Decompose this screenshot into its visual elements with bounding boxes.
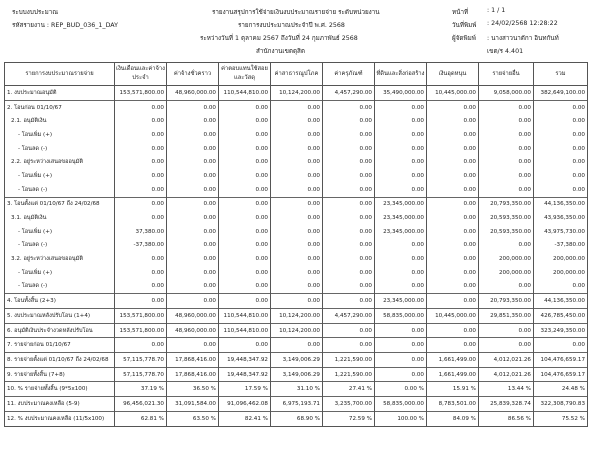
amount-cell: 0.00 bbox=[323, 128, 375, 142]
amount-cell: 0.00 bbox=[167, 211, 219, 225]
amount-cell: 10,124,200.00 bbox=[271, 309, 323, 324]
amount-cell: 0.00 bbox=[375, 169, 427, 183]
amount-cell: 200,000.00 bbox=[534, 252, 588, 266]
amount-cell: 44,136,350.00 bbox=[534, 197, 588, 211]
table-row bbox=[5, 155, 588, 169]
amount-cell: 68.90 % bbox=[271, 411, 323, 426]
amount-cell: -37,380.00 bbox=[115, 239, 167, 253]
amount-cell: 13.44 % bbox=[479, 382, 534, 397]
amount-cell: -37,380.00 bbox=[534, 239, 588, 253]
amount-cell: 0.00 bbox=[167, 128, 219, 142]
amount-cell: 0.00 bbox=[534, 183, 588, 197]
amount-cell: 0.00 bbox=[479, 280, 534, 294]
table-row bbox=[5, 225, 588, 239]
amount-cell: 0.00 bbox=[167, 169, 219, 183]
amount-cell: 0.00 bbox=[427, 114, 479, 128]
amount-cell: 31,091,584.00 bbox=[167, 397, 219, 412]
amount-cell: 0.00 bbox=[479, 100, 534, 114]
amount-cell: 1,661,499.00 bbox=[427, 353, 479, 368]
amount-cell: 100.00 % bbox=[375, 411, 427, 426]
amount-cell: 0.00 bbox=[167, 183, 219, 197]
amount-cell: 0.00 bbox=[115, 266, 167, 280]
row-label: - โอนลด (-) bbox=[5, 183, 115, 197]
amount-cell: 0.00 bbox=[219, 338, 271, 353]
amount-cell: 29,851,350.00 bbox=[479, 309, 534, 324]
amount-cell: 0.00 bbox=[219, 169, 271, 183]
amount-cell: 110,544,810.00 bbox=[219, 86, 271, 101]
amount-cell: 57,115,778.70 bbox=[115, 367, 167, 382]
amount-cell: 0.00 bbox=[115, 252, 167, 266]
printer-name: : นางสาวนาตักา อินทกันท์ bbox=[487, 35, 559, 42]
row-label: 8. รายจ่ายตั้งแต่ 01/10/67 ถึง 24/02/68 bbox=[5, 353, 115, 368]
table-row bbox=[5, 86, 588, 101]
unit-code: เขต/ร 4.401 bbox=[487, 48, 524, 55]
amount-cell: 0.00 bbox=[375, 338, 427, 353]
amount-cell: 10,445,000.00 bbox=[427, 309, 479, 324]
amount-cell: 0.00 bbox=[271, 211, 323, 225]
column-header: รวม bbox=[534, 63, 588, 86]
amount-cell: 35,490,000.00 bbox=[375, 86, 427, 101]
amount-cell: 0.00 bbox=[115, 100, 167, 114]
amount-cell: 0.00 bbox=[534, 114, 588, 128]
amount-cell: 1,661,499.00 bbox=[427, 367, 479, 382]
amount-cell: 0.00 bbox=[167, 338, 219, 353]
amount-cell: 0.00 bbox=[427, 197, 479, 211]
amount-cell: 0.00 bbox=[375, 280, 427, 294]
column-header: ที่ดินและสิ่งก่อสร้าง bbox=[375, 63, 427, 86]
amount-cell: 0.00 bbox=[375, 142, 427, 156]
column-header: เงินอุดหนุน bbox=[427, 63, 479, 86]
amount-cell: 0.00 bbox=[115, 183, 167, 197]
row-label: - โอนเพิ่ม (+) bbox=[5, 225, 115, 239]
amount-cell: 0.00 bbox=[534, 100, 588, 114]
amount-cell: 104,476,659.17 bbox=[534, 367, 588, 382]
amount-cell: 0.00 bbox=[375, 323, 427, 338]
amount-cell: 0.00 % bbox=[375, 382, 427, 397]
amount-cell: 0.00 bbox=[323, 169, 375, 183]
table-row bbox=[5, 411, 588, 426]
printer-label: ผู้จัดพิมพ์ bbox=[452, 35, 476, 42]
amount-cell: 0.00 bbox=[167, 252, 219, 266]
amount-cell: 0.00 bbox=[323, 294, 375, 309]
row-label: 11. งบประมาณคงเหลือ (5-9) bbox=[5, 397, 115, 412]
amount-cell: 86.56 % bbox=[479, 411, 534, 426]
amount-cell: 0.00 bbox=[323, 323, 375, 338]
amount-cell: 62.81 % bbox=[115, 411, 167, 426]
amount-cell: 0.00 bbox=[115, 197, 167, 211]
amount-cell: 0.00 bbox=[271, 183, 323, 197]
amount-cell: 6,975,193.71 bbox=[271, 397, 323, 412]
amount-cell: 0.00 bbox=[271, 128, 323, 142]
table-row bbox=[5, 280, 588, 294]
table-row bbox=[5, 100, 588, 114]
amount-cell: 0.00 bbox=[427, 294, 479, 309]
row-label: - โอนลด (-) bbox=[5, 280, 115, 294]
amount-cell: 0.00 bbox=[534, 280, 588, 294]
amount-cell: 382,649,100.00 bbox=[534, 86, 588, 101]
amount-cell: 0.00 bbox=[167, 280, 219, 294]
amount-cell: 0.00 bbox=[219, 266, 271, 280]
column-header: รายจ่ายอื่น bbox=[479, 63, 534, 86]
amount-cell: 0.00 bbox=[479, 338, 534, 353]
table-row bbox=[5, 266, 588, 280]
amount-cell: 24.48 % bbox=[534, 382, 588, 397]
report-subtitle: รายการงบประมาณประจำปี พ.ศ. 2568 bbox=[238, 22, 345, 29]
column-header: รายการงบประมาณรายจ่าย bbox=[5, 63, 115, 86]
amount-cell: 23,345,000.00 bbox=[375, 211, 427, 225]
amount-cell: 3,149,006.29 bbox=[271, 353, 323, 368]
amount-cell: 0.00 bbox=[167, 239, 219, 253]
amount-cell: 0.00 bbox=[271, 266, 323, 280]
amount-cell: 0.00 bbox=[427, 323, 479, 338]
amount-cell: 0.00 bbox=[115, 114, 167, 128]
table-row bbox=[5, 183, 588, 197]
amount-cell: 0.00 bbox=[271, 169, 323, 183]
table-row bbox=[5, 239, 588, 253]
table-row bbox=[5, 382, 588, 397]
column-header: ค่าตอบแทนใช้สอยและวัสดุ bbox=[219, 63, 271, 86]
amount-cell: 36.50 % bbox=[167, 382, 219, 397]
amount-cell: 0.00 bbox=[323, 252, 375, 266]
amount-cell: 0.00 bbox=[219, 100, 271, 114]
amount-cell: 0.00 bbox=[427, 338, 479, 353]
page-label: หน้าที่ bbox=[452, 9, 469, 16]
amount-cell: 0.00 bbox=[219, 142, 271, 156]
amount-cell: 0.00 bbox=[219, 197, 271, 211]
row-label: - โอนลด (-) bbox=[5, 239, 115, 253]
amount-cell: 0.00 bbox=[479, 128, 534, 142]
table-row bbox=[5, 367, 588, 382]
amount-cell: 110,544,810.00 bbox=[219, 323, 271, 338]
row-label: - โอนเพิ่ม (+) bbox=[5, 169, 115, 183]
amount-cell: 0.00 bbox=[479, 114, 534, 128]
amount-cell: 0.00 bbox=[115, 280, 167, 294]
amount-cell: 0.00 bbox=[323, 155, 375, 169]
row-label: 4. โอนทั้งสิ้น (2+3) bbox=[5, 294, 115, 309]
amount-cell: 0.00 bbox=[115, 169, 167, 183]
report-code: รหัสรายงาน : REP_BUD_036_1_DAY bbox=[12, 22, 118, 29]
amount-cell: 0.00 bbox=[271, 155, 323, 169]
amount-cell: 0.00 bbox=[219, 280, 271, 294]
amount-cell: 48,960,000.00 bbox=[167, 86, 219, 101]
amount-cell: 0.00 bbox=[115, 338, 167, 353]
row-label: 3.2. อยู่ระหว่างเสนอขออนุมัติ bbox=[5, 252, 115, 266]
amount-cell: 63.50 % bbox=[167, 411, 219, 426]
amount-cell: 10,124,200.00 bbox=[271, 86, 323, 101]
amount-cell: 0.00 bbox=[115, 294, 167, 309]
amount-cell: 0.00 bbox=[271, 239, 323, 253]
table-body bbox=[5, 86, 588, 427]
amount-cell: 17,868,416.00 bbox=[167, 367, 219, 382]
amount-cell: 4,457,290.00 bbox=[323, 86, 375, 101]
row-label: 6. อนุมัติเงินประจำงวดหลังปรับโอน bbox=[5, 323, 115, 338]
amount-cell: 0.00 bbox=[323, 183, 375, 197]
amount-cell: 0.00 bbox=[534, 338, 588, 353]
amount-cell: 0.00 bbox=[219, 155, 271, 169]
system-name: ระบบงบประมาณ bbox=[12, 9, 59, 16]
amount-cell: 0.00 bbox=[167, 114, 219, 128]
amount-cell: 10,124,200.00 bbox=[271, 323, 323, 338]
amount-cell: 426,785,450.00 bbox=[534, 309, 588, 324]
amount-cell: 0.00 bbox=[271, 280, 323, 294]
amount-cell: 0.00 bbox=[427, 266, 479, 280]
amount-cell: 0.00 bbox=[167, 197, 219, 211]
amount-cell: 82.41 % bbox=[219, 411, 271, 426]
amount-cell: 0.00 bbox=[375, 353, 427, 368]
amount-cell: 23,345,000.00 bbox=[375, 294, 427, 309]
table-row bbox=[5, 397, 588, 412]
amount-cell: 0.00 bbox=[479, 183, 534, 197]
amount-cell: 0.00 bbox=[375, 100, 427, 114]
row-label: 5. งบประมาณหลังปรับโอน (1+4) bbox=[5, 309, 115, 324]
amount-cell: 20,593,350.00 bbox=[479, 211, 534, 225]
amount-cell: 0.00 bbox=[167, 142, 219, 156]
amount-cell: 20,793,350.00 bbox=[479, 294, 534, 309]
amount-cell: 0.00 bbox=[375, 128, 427, 142]
amount-cell: 0.00 bbox=[115, 155, 167, 169]
print-date: : 24/02/2568 12:28:22 bbox=[487, 20, 558, 27]
amount-cell: 23,345,000.00 bbox=[375, 197, 427, 211]
amount-cell: 31.10 % bbox=[271, 382, 323, 397]
amount-cell: 43,936,350.00 bbox=[534, 211, 588, 225]
amount-cell: 0.00 bbox=[167, 155, 219, 169]
amount-cell: 20,593,350.00 bbox=[479, 225, 534, 239]
amount-cell: 0.00 bbox=[115, 142, 167, 156]
amount-cell: 0.00 bbox=[427, 142, 479, 156]
table-row bbox=[5, 169, 588, 183]
amount-cell: 37,380.00 bbox=[115, 225, 167, 239]
amount-cell: 58,835,000.00 bbox=[375, 309, 427, 324]
amount-cell: 0.00 bbox=[375, 239, 427, 253]
row-label: 1. งบประมาณอนุมัติ bbox=[5, 86, 115, 101]
amount-cell: 3,149,006.29 bbox=[271, 367, 323, 382]
amount-cell: 0.00 bbox=[219, 225, 271, 239]
table-row bbox=[5, 309, 588, 324]
table-row bbox=[5, 252, 588, 266]
amount-cell: 91,096,462.08 bbox=[219, 397, 271, 412]
report-title: รายงานสรุปการใช้จ่ายเงินงบประมาณรายจ่าย ระดับหน่วยงาน bbox=[212, 9, 380, 16]
column-header: ค่าสาธารณูปโภค bbox=[271, 63, 323, 86]
amount-cell: 4,012,021.26 bbox=[479, 367, 534, 382]
amount-cell: 0.00 bbox=[375, 114, 427, 128]
amount-cell: 8,783,501.00 bbox=[427, 397, 479, 412]
amount-cell: 57,115,778.70 bbox=[115, 353, 167, 368]
amount-cell: 0.00 bbox=[479, 239, 534, 253]
amount-cell: 4,457,290.00 bbox=[323, 309, 375, 324]
amount-cell: 0.00 bbox=[323, 239, 375, 253]
amount-cell: 0.00 bbox=[219, 183, 271, 197]
row-label: - โอนลด (-) bbox=[5, 142, 115, 156]
amount-cell: 27.41 % bbox=[323, 382, 375, 397]
amount-cell: 0.00 bbox=[427, 239, 479, 253]
amount-cell: 0.00 bbox=[219, 128, 271, 142]
amount-cell: 0.00 bbox=[375, 266, 427, 280]
row-label: 12. % งบประมาณคงเหลือ (11/5x100) bbox=[5, 411, 115, 426]
amount-cell: 23,345,000.00 bbox=[375, 225, 427, 239]
report-period: ระหว่างวันที่ 1 ตุลาคม 2567 ถึงวันที่ 24 กุมภาพันธ์ 2568 bbox=[200, 35, 358, 42]
amount-cell: 15.91 % bbox=[427, 382, 479, 397]
table-row bbox=[5, 338, 588, 353]
amount-cell: 0.00 bbox=[167, 100, 219, 114]
row-label: 10. % รายจ่ายทั้งสิ้น (9*5x100) bbox=[5, 382, 115, 397]
amount-cell: 0.00 bbox=[323, 197, 375, 211]
row-label: 2. โอนก่อน 01/10/67 bbox=[5, 100, 115, 114]
amount-cell: 200,000.00 bbox=[479, 252, 534, 266]
amount-cell: 0.00 bbox=[271, 294, 323, 309]
amount-cell: 153,571,800.00 bbox=[115, 323, 167, 338]
amount-cell: 0.00 bbox=[167, 266, 219, 280]
amount-cell: 0.00 bbox=[219, 114, 271, 128]
amount-cell: 0.00 bbox=[534, 169, 588, 183]
amount-cell: 10,445,000.00 bbox=[427, 86, 479, 101]
row-label: 9. รายจ่ายทั้งสิ้น (7+8) bbox=[5, 367, 115, 382]
amount-cell: 17.59 % bbox=[219, 382, 271, 397]
amount-cell: 0.00 bbox=[534, 142, 588, 156]
row-label: 3. โอนตั้งแต่ 01/10/67 ถึง 24/02/68 bbox=[5, 197, 115, 211]
amount-cell: 96,456,021.30 bbox=[115, 397, 167, 412]
amount-cell: 0.00 bbox=[219, 294, 271, 309]
table-row bbox=[5, 142, 588, 156]
amount-cell: 0.00 bbox=[323, 100, 375, 114]
amount-cell: 0.00 bbox=[479, 323, 534, 338]
report-unit: สำนักงานเขตดุสิต bbox=[256, 48, 305, 55]
column-header: ค่าครุภัณฑ์ bbox=[323, 63, 375, 86]
amount-cell: 9,058,000.00 bbox=[479, 86, 534, 101]
amount-cell: 19,448,347.92 bbox=[219, 353, 271, 368]
print-date-label: วันที่พิมพ์ bbox=[452, 22, 477, 29]
row-label: 2.1. อนุมัติเงิน bbox=[5, 114, 115, 128]
row-label: - โอนเพิ่ม (+) bbox=[5, 128, 115, 142]
amount-cell: 0.00 bbox=[219, 211, 271, 225]
amount-cell: 110,544,810.00 bbox=[219, 309, 271, 324]
amount-cell: 323,249,350.00 bbox=[534, 323, 588, 338]
amount-cell: 0.00 bbox=[427, 280, 479, 294]
amount-cell: 0.00 bbox=[427, 169, 479, 183]
amount-cell: 200,000.00 bbox=[534, 266, 588, 280]
amount-cell: 1,221,590.00 bbox=[323, 367, 375, 382]
amount-cell: 200,000.00 bbox=[479, 266, 534, 280]
amount-cell: 1,221,590.00 bbox=[323, 353, 375, 368]
amount-cell: 0.00 bbox=[323, 114, 375, 128]
table-row bbox=[5, 211, 588, 225]
table-row bbox=[5, 294, 588, 309]
amount-cell: 20,793,350.00 bbox=[479, 197, 534, 211]
amount-cell: 48,960,000.00 bbox=[167, 309, 219, 324]
amount-cell: 75.52 % bbox=[534, 411, 588, 426]
amount-cell: 0.00 bbox=[271, 338, 323, 353]
amount-cell: 0.00 bbox=[479, 169, 534, 183]
amount-cell: 0.00 bbox=[323, 280, 375, 294]
table-row bbox=[5, 353, 588, 368]
amount-cell: 58,835,000.00 bbox=[375, 397, 427, 412]
amount-cell: 0.00 bbox=[115, 128, 167, 142]
amount-cell: 0.00 bbox=[427, 183, 479, 197]
table-header bbox=[5, 63, 588, 86]
row-label: 7. รายจ่ายก่อน 01/10/67 bbox=[5, 338, 115, 353]
amount-cell: 0.00 bbox=[219, 252, 271, 266]
amount-cell: 3,235,700.00 bbox=[323, 397, 375, 412]
amount-cell: 0.00 bbox=[534, 128, 588, 142]
amount-cell: 0.00 bbox=[427, 100, 479, 114]
column-header: ค่าจ้างชั่วคราว bbox=[167, 63, 219, 86]
amount-cell: 48,960,000.00 bbox=[167, 323, 219, 338]
amount-cell: 0.00 bbox=[323, 338, 375, 353]
amount-cell: 0.00 bbox=[115, 211, 167, 225]
amount-cell: 44,136,350.00 bbox=[534, 294, 588, 309]
amount-cell: 4,012,021.26 bbox=[479, 353, 534, 368]
amount-cell: 0.00 bbox=[219, 239, 271, 253]
amount-cell: 322,308,790.83 bbox=[534, 397, 588, 412]
amount-cell: 0.00 bbox=[427, 128, 479, 142]
amount-cell: 0.00 bbox=[375, 367, 427, 382]
amount-cell: 43,975,730.00 bbox=[534, 225, 588, 239]
amount-cell: 0.00 bbox=[534, 155, 588, 169]
amount-cell: 0.00 bbox=[167, 225, 219, 239]
amount-cell: 0.00 bbox=[427, 211, 479, 225]
amount-cell: 84.09 % bbox=[427, 411, 479, 426]
amount-cell: 0.00 bbox=[427, 155, 479, 169]
amount-cell: 0.00 bbox=[375, 155, 427, 169]
amount-cell: 0.00 bbox=[271, 114, 323, 128]
amount-cell: 72.59 % bbox=[323, 411, 375, 426]
amount-cell: 104,476,659.17 bbox=[534, 353, 588, 368]
row-label: - โอนเพิ่ม (+) bbox=[5, 266, 115, 280]
amount-cell: 0.00 bbox=[427, 225, 479, 239]
amount-cell: 0.00 bbox=[323, 266, 375, 280]
amount-cell: 37.19 % bbox=[115, 382, 167, 397]
amount-cell: 25,839,328.74 bbox=[479, 397, 534, 412]
page-number: : 1 / 1 bbox=[487, 7, 506, 14]
amount-cell: 0.00 bbox=[271, 100, 323, 114]
amount-cell: 0.00 bbox=[323, 142, 375, 156]
amount-cell: 0.00 bbox=[427, 252, 479, 266]
amount-cell: 153,571,800.00 bbox=[115, 86, 167, 101]
amount-cell: 0.00 bbox=[323, 211, 375, 225]
table-row bbox=[5, 128, 588, 142]
column-header: เงินเดือนและค่าจ้างประจำ bbox=[115, 63, 167, 86]
amount-cell: 0.00 bbox=[479, 155, 534, 169]
table-row bbox=[5, 114, 588, 128]
amount-cell: 17,868,416.00 bbox=[167, 353, 219, 368]
amount-cell: 0.00 bbox=[271, 142, 323, 156]
amount-cell: 0.00 bbox=[375, 183, 427, 197]
amount-cell: 0.00 bbox=[167, 294, 219, 309]
table-row bbox=[5, 197, 588, 211]
amount-cell: 0.00 bbox=[271, 197, 323, 211]
amount-cell: 0.00 bbox=[479, 142, 534, 156]
amount-cell: 0.00 bbox=[323, 225, 375, 239]
amount-cell: 0.00 bbox=[271, 252, 323, 266]
row-label: 3.1. อนุมัติเงิน bbox=[5, 211, 115, 225]
budget-report-table bbox=[4, 62, 588, 427]
amount-cell: 153,571,800.00 bbox=[115, 309, 167, 324]
table-row bbox=[5, 323, 588, 338]
amount-cell: 0.00 bbox=[375, 252, 427, 266]
amount-cell: 0.00 bbox=[271, 225, 323, 239]
row-label: 2.2. อยู่ระหว่างเสนอขออนุมัติ bbox=[5, 155, 115, 169]
amount-cell: 19,448,347.92 bbox=[219, 367, 271, 382]
